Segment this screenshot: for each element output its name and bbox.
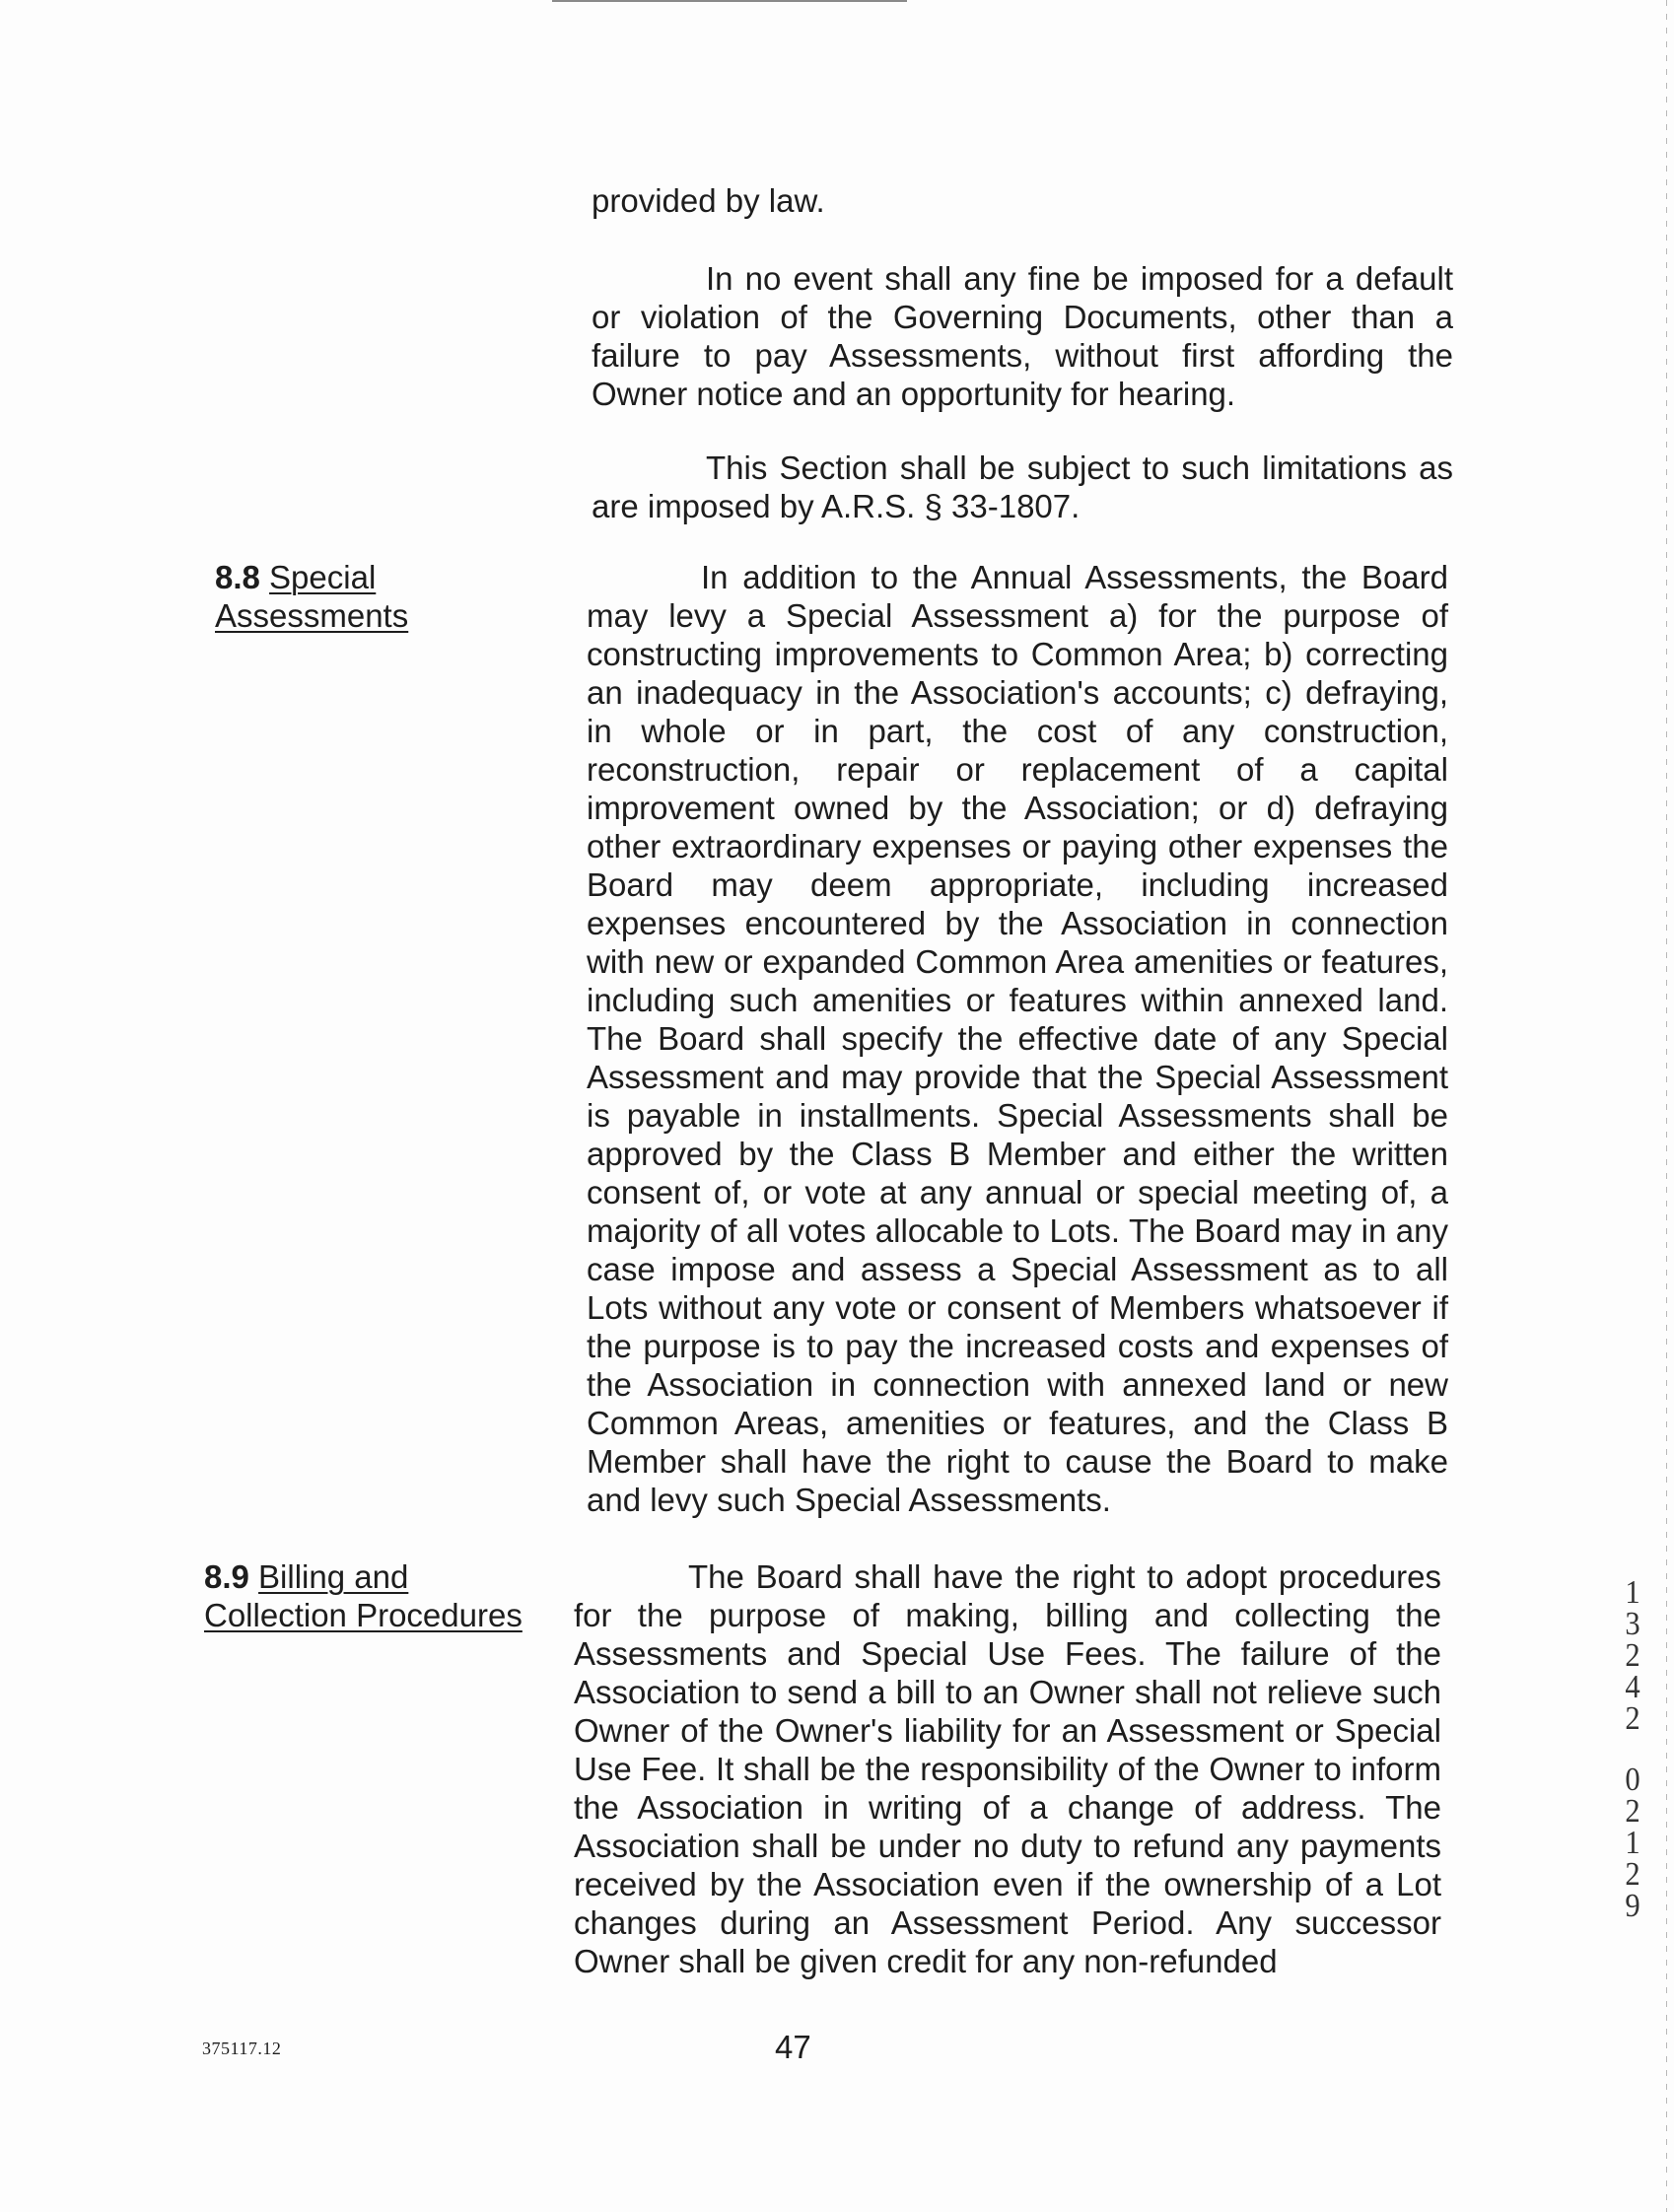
stamp-digit: 9 <box>1625 1888 1640 1924</box>
stamp-digit: 1 <box>1625 1574 1640 1611</box>
section-8-9-body-block <box>574 1557 1441 1980</box>
continuation-text <box>592 181 1453 220</box>
stamp-digit: 3 <box>1625 1606 1640 1642</box>
section-8-8-title-line-1: Special <box>269 559 377 595</box>
stamp-digit: 2 <box>1625 1700 1640 1737</box>
section-8-8-heading <box>215 558 408 635</box>
section-8-8-body: In addition to the Annual Assessments, the Board may levy a Special Assessment a) for the purpose of constructing improvements to Common Area; b) correcting an inadequacy in the Association's accounts; c) defraying, in whole or in part, the cost of any construction, reconstruction, repair or replacement of a capital improvement owned by the Association; or d) defraying other extraordinary expenses or paying other expenses the Board may deem appropriate, including increased expenses encountered by the Association in connection with new or expanded Common Area amenities or features, including such amenities or features within annexed land. The Board shall specify the effective date of any Special Assessment and may provide that the Special Assessment is payable in installments. Special Assessments shall be approved by the Class B Member and either the written consent of, or vote at any annual or special meeting of, a majority of all votes allocable to Lots. The Board may in any case impose and assess a Special Assessment as to all Lots without any vote or consent of Members whatsoever if the purpose is to pay the increased costs and expenses of the Association in connection with annexed land or new Common Areas, amenities or features, and the Class B Member shall have the right to cause the Board to make and levy such Special Assessments. <box>587 559 1448 1518</box>
recording-number-stamp <box>1617 1574 1648 1924</box>
section-8-8-number: 8.8 <box>215 559 260 595</box>
stamp-gap <box>1617 1735 1648 1764</box>
stamp-digit: 1 <box>1625 1825 1640 1861</box>
paragraph-provided-by-law: provided by law. <box>592 182 825 219</box>
page-number: 47 <box>775 2029 811 2065</box>
section-8-8-body-block <box>587 558 1448 1519</box>
scan-right-edge <box>1666 0 1667 2212</box>
section-8-9-title-line-1: Billing and <box>258 1558 409 1595</box>
fine-paragraph-block <box>592 259 1453 413</box>
stamp-digit: 4 <box>1625 1669 1640 1705</box>
paragraph-no-fine: In no event shall any fine be imposed for a default or violation of the Governing Documents, other than a failure to pay Assessments, without first affording the Owner notice and an opportunity for hearing. <box>592 260 1453 412</box>
section-8-9-title-line-2: Collection Procedures <box>204 1597 523 1633</box>
stamp-digit: 2 <box>1625 1856 1640 1893</box>
section-8-8-title-line-2: Assessments <box>215 597 409 634</box>
stamp-digit: 2 <box>1625 1637 1640 1674</box>
limitations-paragraph-block <box>592 449 1453 525</box>
scan-top-rule <box>552 0 907 2</box>
section-8-9-number: 8.9 <box>204 1558 249 1595</box>
stamp-digit: 2 <box>1625 1793 1640 1830</box>
document-id: 375117.12 <box>202 2039 282 2058</box>
section-8-9-body: The Board shall have the right to adopt procedures for the purpose of making, billing and collecting the Assessments and Special Use Fees. The failure of the Association to send a bill to an Owner shall not relieve such Owner of the Owner's liability for an Assessment or Special Use Fee. It shall be the responsibility of the Owner to inform the Association in writing of a change of address. The Association shall be under no duty to refund any payments received by the Association even if the ownership of a Lot changes during an Assessment Period. Any successor Owner shall be given credit for any non-refunded <box>574 1558 1441 1979</box>
stamp-digit: 0 <box>1625 1762 1640 1798</box>
section-8-9-heading <box>204 1557 523 1634</box>
paragraph-limitations: This Section shall be subject to such limitations as are imposed by A.R.S. § 33-1807. <box>592 449 1453 524</box>
